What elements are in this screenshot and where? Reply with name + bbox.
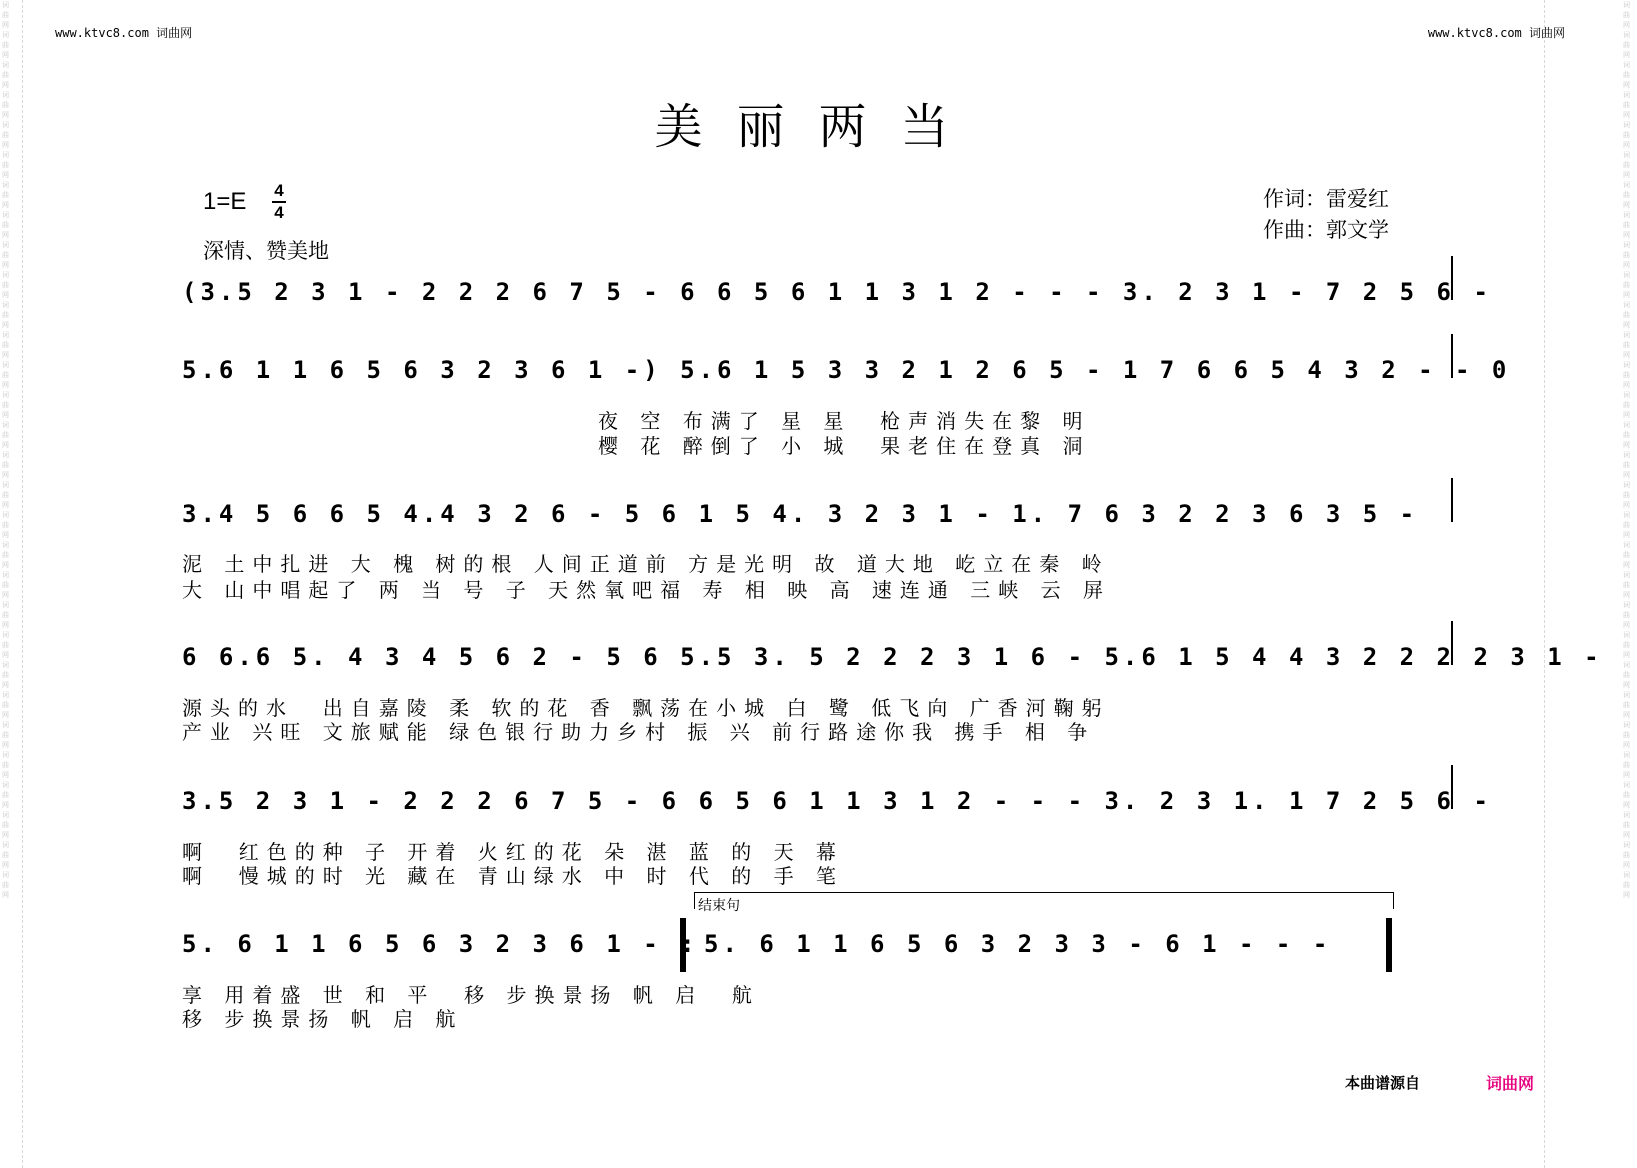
score-notes: 3.5 2 3 1 - 2 2 2 6 7 5 - 6 6 5 6 1 1 3 1 2 - - - 3. 2 3 1. 1 7 2 5 6 - [182,787,1492,815]
header-site-left[interactable]: www.ktvc8.com 词曲网 [55,26,193,40]
score-notes: 3.4 5 6 6 5 4.4 3 2 6 - 5 6 1 5 4. 3 2 3 1 - 1. 7 6 3 2 2 3 6 3 5 - [182,500,1419,528]
lyric-line: 樱 花 醉倒了 小 城 果老住在登真 洞 [598,434,1091,458]
composer-credit: 作曲：郭文学 [1263,218,1389,242]
side-watermark-left: 词曲网词曲网词曲网词曲网词曲网词曲网词曲网词曲网词曲网词曲网词曲网词曲网词曲网词曲网词曲网词曲网词曲网词曲网词曲网词曲网词曲网词曲网词曲网词曲网词曲网词曲网词曲网词曲网词曲网词曲网 [2,1,9,899]
final-bar [1386,918,1392,972]
footer-source: 本曲谱源自 [1345,1074,1421,1092]
time-signature-top: 4 [274,181,284,200]
footer-logo[interactable]: 词曲网 [1486,1074,1535,1093]
score-row [182,278,1492,318]
bar-line [1451,334,1453,378]
lyric-line: 大 山中唱起了 两 当 号 子 天然氧吧福 寿 相 映 高 速连通 三峡 云 屏 [182,578,1112,602]
page-border-left [22,0,23,1168]
time-signature-bottom: 4 [274,203,284,222]
bar-line [1451,621,1453,665]
score-row [182,500,1452,540]
key-signature: 1=E [203,188,247,215]
score-notes-ending: 5. 6 1 1 6 5 6 3 2 3 3 - 6 1 - - - [704,930,1332,958]
header-site-right[interactable]: www.ktvc8.com 词曲网 [1427,26,1565,40]
score-row [182,356,1511,396]
lyric-line: 啊 慢城的时 光 藏在 青山绿水 中 时 代 的 手 笔 [182,864,844,888]
repeat-bar [680,918,686,972]
score-notes: 5.6 1 1 6 5 6 3 2 3 6 1 -) 5.6 1 5 3 3 2 1 2 6 5 - 1 7 6 6 5 4 3 2 - - 0 [182,356,1511,384]
score-notes: 5. 6 1 1 6 5 6 3 2 3 6 1 - : [182,930,699,958]
lyricist-credit: 作词：雷爱红 [1263,187,1389,211]
lyric-line: 泥 土中扎进 大 槐 树的根 人间正道前 方是光明 故 道大地 屹立在秦 岭 [182,552,1110,576]
lyric-line: 享 用着盛 世 和 平 移 步换景扬 帆 启 航 [182,983,760,1007]
lyric-line: 产业 兴旺 文旅赋能 绿色银行助力乡村 振 兴 前行路途你我 携手 相 争 [182,720,1096,744]
lyric-line: 夜 空 布满了 星 星 枪声消失在黎 明 [598,409,1091,433]
lyric-line: 移 步换景扬 帆 启 航 [182,1007,464,1031]
lyric-line: 源头的水 出自嘉陵 柔 软的花 香 飘荡在小城 白 鹭 低飞向 广香河鞠躬 [182,696,1110,720]
ending-label: 结束句 [698,898,740,914]
bar-line [1451,765,1453,809]
score-notes: 6 6.6 5. 4 3 4 5 6 2 - 5 6 5.5 3. 5 2 2 2 3 1 6 - 5.6 1 5 4 4 3 2 2 2 2 3 1 - [182,643,1603,671]
score-row [182,930,1452,970]
ending-bracket [694,892,1394,909]
song-title: 美丽两当 [654,99,983,155]
score-row [182,643,1603,683]
score-row [182,787,1492,827]
side-watermark-right: 词曲网词曲网词曲网词曲网词曲网词曲网词曲网词曲网词曲网词曲网词曲网词曲网词曲网词曲网词曲网词曲网词曲网词曲网词曲网词曲网词曲网词曲网词曲网词曲网词曲网词曲网词曲网词曲网词曲网词曲网 [1623,1,1630,899]
score-notes: (3.5 2 3 1 - 2 2 2 6 7 5 - 6 6 5 6 1 1 3 1 2 - - - 3. 2 3 1 - 7 2 5 6 - [182,278,1492,306]
bar-line [1451,478,1453,522]
tempo-marking: 深情、赞美地 [203,239,329,263]
time-signature [272,182,286,222]
bar-line [1451,256,1453,300]
page-border-right [1544,0,1545,1168]
lyric-line: 啊 红色的种 子 开着 火红的花 朵 湛 蓝 的 天 幕 [182,840,844,864]
